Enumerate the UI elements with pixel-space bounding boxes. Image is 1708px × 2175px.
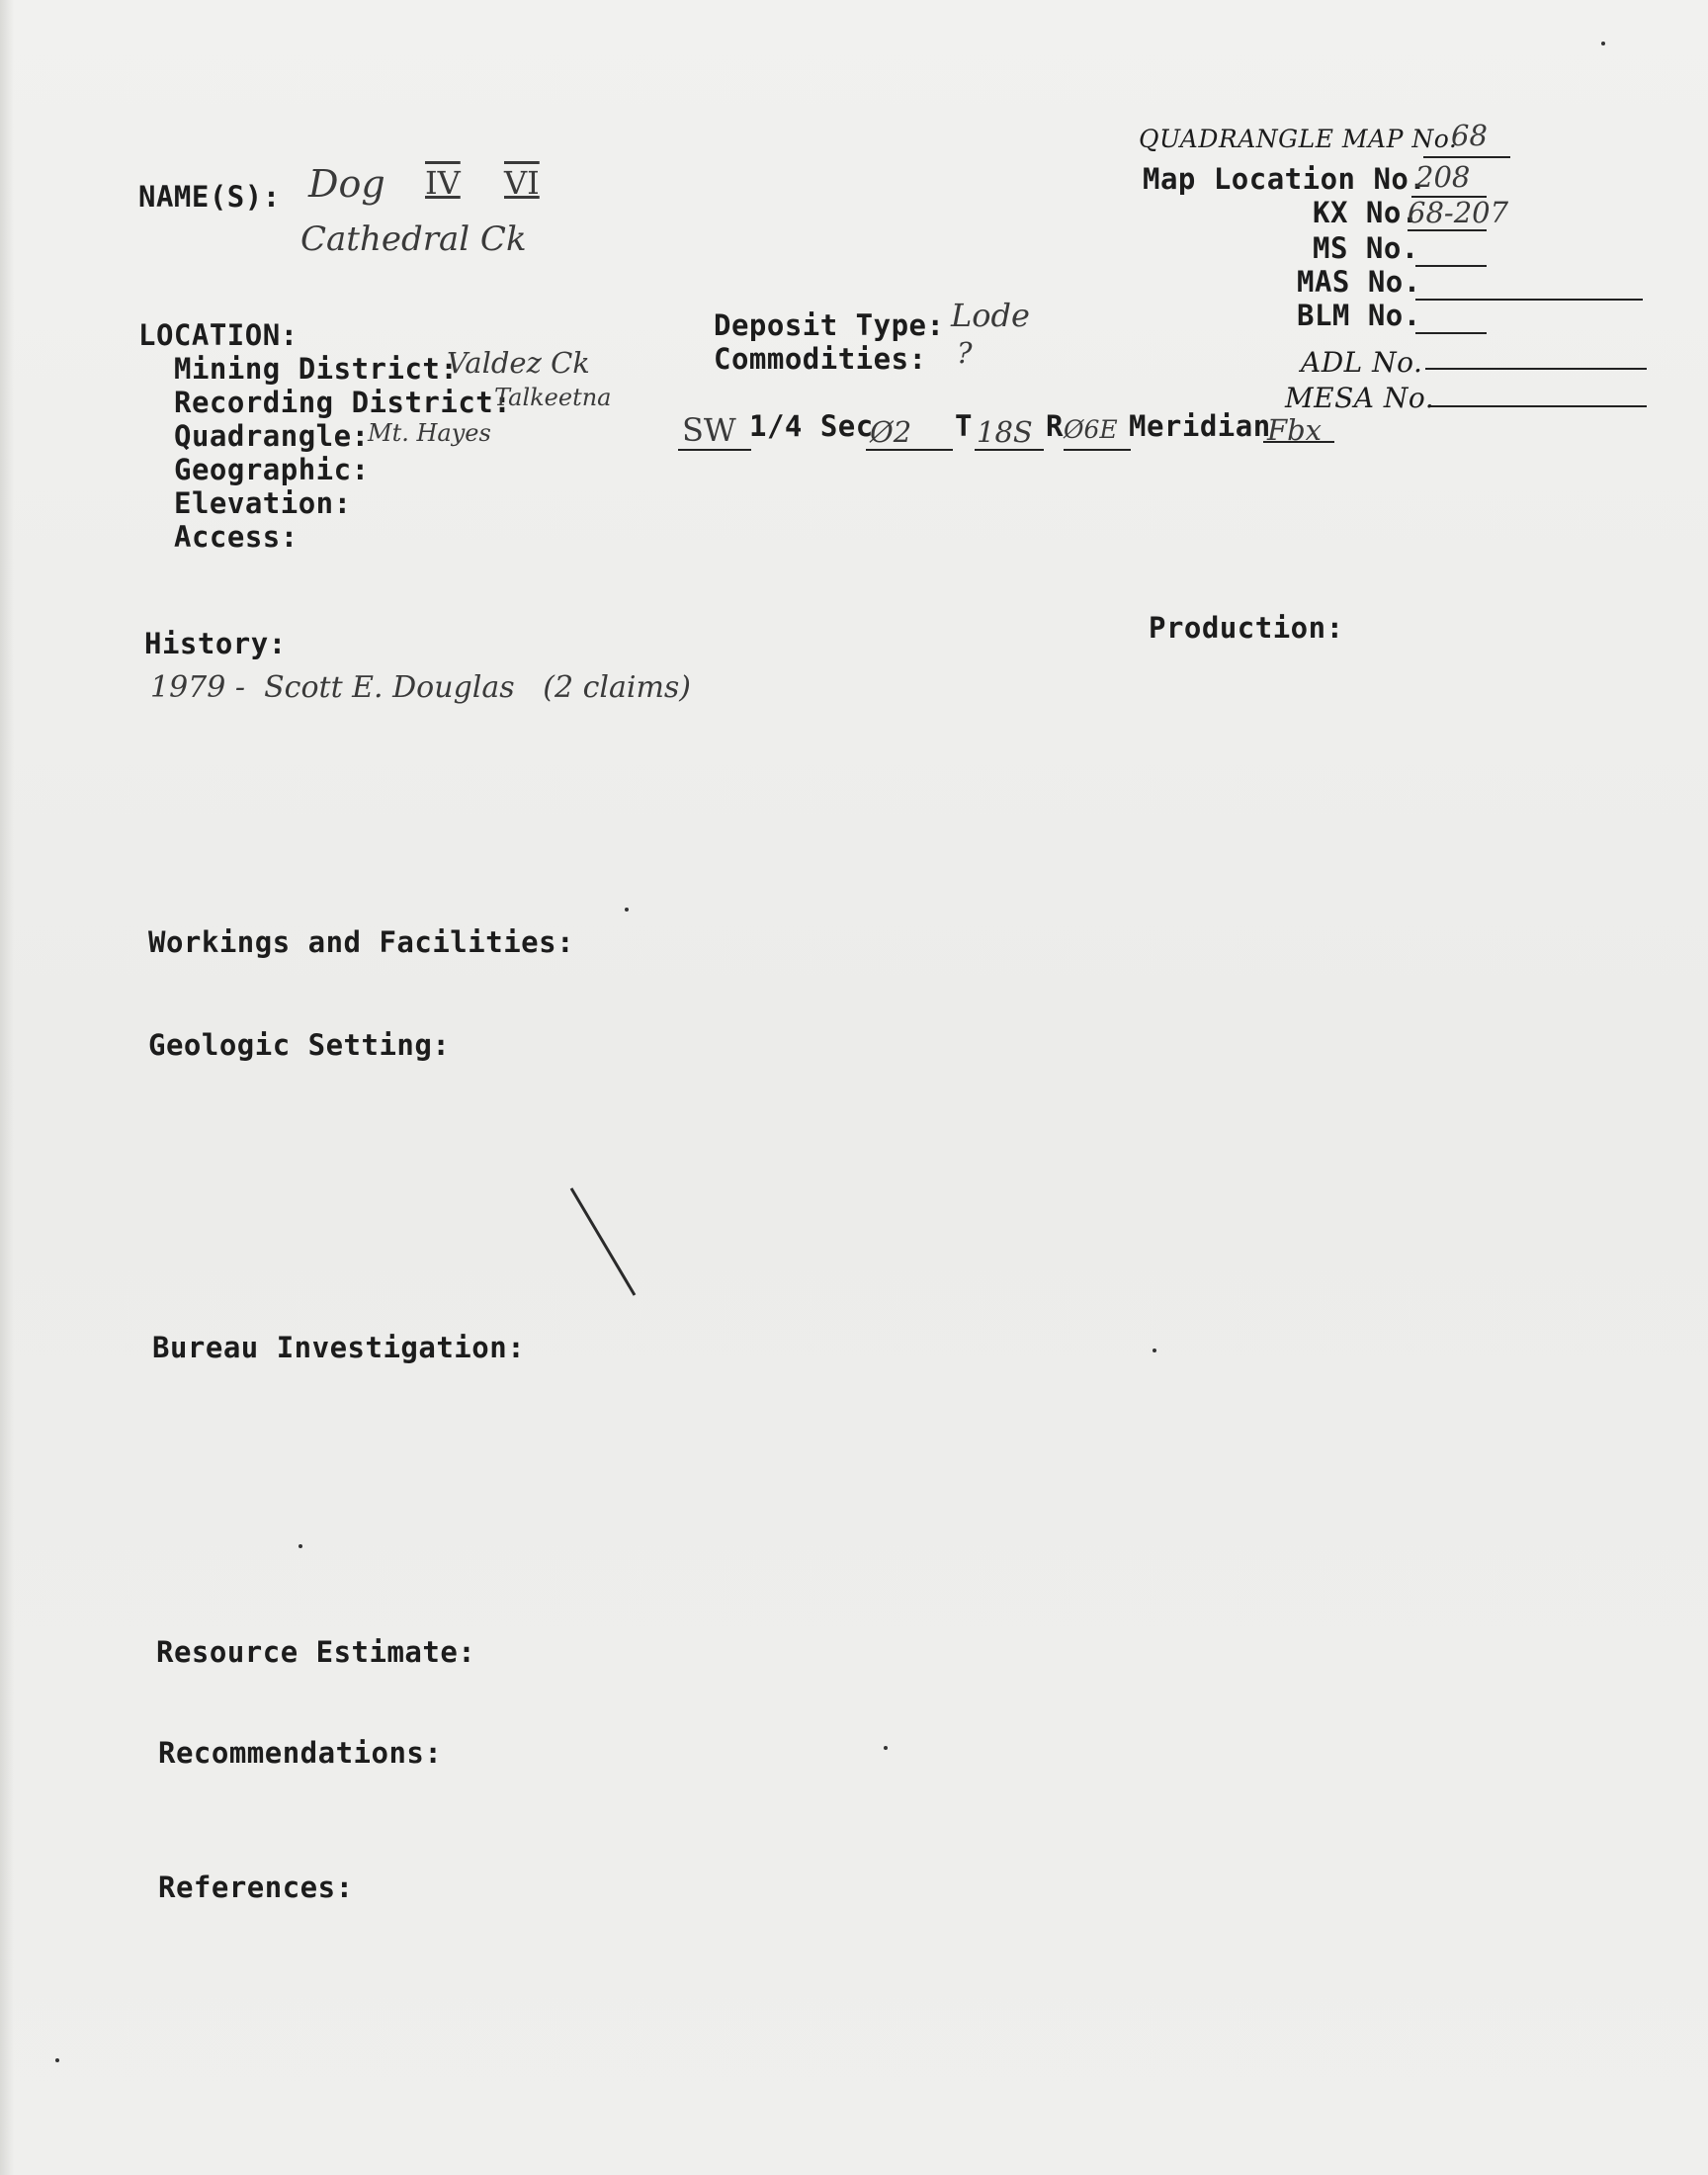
range-blank (1064, 449, 1131, 451)
quarter-sec-label: 1/4 Sec (749, 409, 874, 443)
quadrangle-map-blank (1423, 156, 1510, 158)
speck (299, 1544, 302, 1548)
deposit-type-value: Lode (951, 297, 1030, 334)
geographic-label: Geographic: (174, 453, 370, 486)
commodities-label: Commodities: (714, 342, 927, 376)
ms-blank (1415, 265, 1487, 267)
page-edge-shadow (0, 0, 14, 2175)
meridian-label: Meridian (1129, 409, 1271, 443)
meridian-value: Fbx (1267, 413, 1323, 447)
quadrangle-label: Quadrangle: (174, 419, 370, 453)
township-label: T (955, 409, 973, 443)
speck (55, 2058, 59, 2062)
mesa-blank (1429, 405, 1647, 407)
adl-blank (1425, 368, 1647, 370)
mesa-label: MESA No. (1285, 382, 1435, 414)
speck (625, 908, 629, 912)
township-value: 18S (977, 415, 1033, 449)
kx-blank (1408, 229, 1487, 231)
history-label: History: (144, 627, 287, 660)
deposit-type-label: Deposit Type: (714, 308, 945, 342)
stray-pen-mark (563, 1182, 642, 1301)
names-line1-prefix: Dog (308, 162, 385, 206)
recording-district-label: Recording District: (174, 386, 512, 419)
mining-district-value: Valdez Ck (447, 346, 590, 380)
names-roman-b: VI (504, 164, 540, 202)
resource-label: Resource Estimate: (156, 1635, 476, 1669)
workings-label: Workings and Facilities: (148, 925, 575, 959)
quadrangle-map-label: QUADRANGLE MAP No. (1139, 125, 1458, 153)
quadrangle-value: Mt. Hayes (368, 419, 491, 447)
adl-label: ADL No. (1301, 346, 1423, 379)
recommendations-label: Recommendations: (158, 1736, 443, 1770)
blm-label: BLM No. (1297, 299, 1421, 332)
production-label: Production: (1149, 611, 1344, 645)
range-value: Ø6E (1064, 415, 1118, 444)
mining-district-label: Mining District: (174, 352, 459, 386)
access-label: Access: (174, 520, 299, 554)
meridian-blank (1263, 441, 1334, 443)
references-label: References: (158, 1870, 354, 1904)
names-roman-a: IV (425, 164, 461, 202)
mas-label: MAS No. (1297, 265, 1421, 299)
recording-district-value: Talkeetna (494, 384, 612, 411)
location-label: LOCATION: (138, 318, 299, 352)
map-location-value: 208 (1415, 160, 1471, 194)
quarter-blank (678, 449, 751, 451)
history-entry: 1979 - Scott E. Douglas (2 claims) (150, 670, 692, 705)
elevation-label: Elevation: (174, 486, 352, 520)
kx-label: KX No. (1313, 196, 1419, 229)
bureau-label: Bureau Investigation: (152, 1331, 526, 1364)
speck (1601, 42, 1605, 45)
range-label: R (1046, 409, 1064, 443)
sec-blank (866, 449, 953, 451)
quadrangle-map-value: 68 (1451, 119, 1488, 152)
ms-label: MS No. (1313, 231, 1419, 265)
mas-blank (1415, 299, 1643, 301)
geologic-label: Geologic Setting: (148, 1028, 451, 1062)
speck (1153, 1348, 1156, 1352)
sec-value: Ø2 (870, 415, 912, 449)
commodities-value: ? (957, 336, 973, 370)
names-line2: Cathedral Ck (300, 219, 527, 259)
kx-value: 68-207 (1408, 196, 1509, 229)
quarter-value: SW (682, 411, 736, 449)
map-location-label: Map Location No. (1143, 162, 1427, 196)
speck (884, 1746, 888, 1750)
blm-blank (1415, 332, 1487, 334)
township-blank (975, 449, 1044, 451)
names-label: NAME(S): (138, 180, 281, 214)
